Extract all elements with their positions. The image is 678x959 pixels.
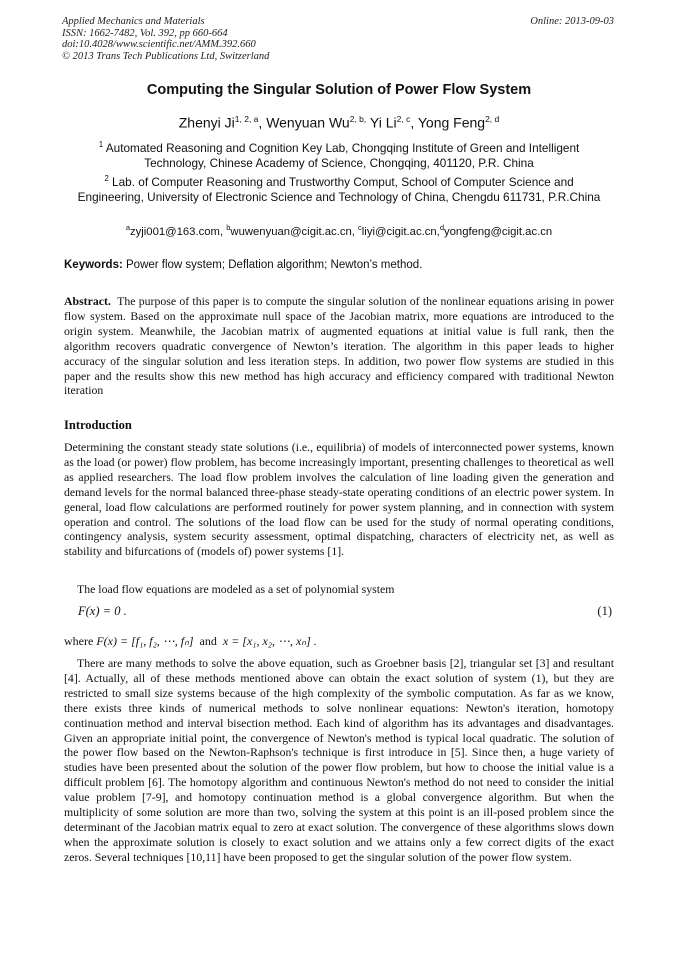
keywords: [64, 259, 422, 271]
equation-expression: F(x) = 0 .: [78, 604, 127, 618]
paragraph: The load flow equations are modeled as a set of polynomial system: [77, 582, 395, 596]
affiliation-1: $^1$ Automated Reasoning and Cognition Key Lab, Chongqing Institute of Green and Intelligent Technology, Chinese Academy of Science, Chongqing, 401120, P.R. China: [98, 140, 580, 171]
author-sup: 2, b,: [349, 114, 367, 124]
paper-title: Computing the Singular Solution of Power Flow System: [146, 82, 532, 98]
x-definition: x = [x₁, x₂, ⋯, xₙ] .: [222, 634, 317, 648]
abstract-text: The purpose of this paper is to compute the singular solution of the nonlinear equations arising in power flow system. Based on the approximate null space of the Jacobian matrix, more equations are introduced to the origin system. Meanwhile, the Jacobian matrix of augmented equations at initial value is full rank, then the algorithm recovers quadratic convergence of Newton’s iteration. The algorithm in this paper leads to higher accuracy of the singular solution and less iteration steps. In addition, two power flow systems are studied in this paper and the results show this new method has high accuracy and efficiency compared with traditional Newton iteration: [64, 294, 615, 398]
author-name: Wenyuan Wu: [266, 114, 350, 131]
affiliation-2: $^2$ Lab. of Computer Reasoning and Trustworthy Comput, School of Computer Science and Engineering, University of Electronic Science and Technology of China, Chengdu 611731, P.R.China: [77, 174, 601, 205]
author-name: Yong Feng: [417, 114, 486, 131]
where-clause: where F(x) = [f₁, f₂, ⋯, fₙ] and x = [x₁, x₂, ⋯, xₙ] .: [64, 634, 317, 648]
paragraph: There are many methods to solve the above equation, such as Groebner basis [2], triangular set [3] and resultant [4]. Actually, all of these methods mentioned above can obtain the exact solution of system (1), but they are restricted to small size systems because of the high complexity of the symbolic computation. As far as we know, there exists three kinds of numerical methods to solve nonlinear equations: Newton's iteration, homotopy continuation method and interval bisection method. Each kind of algorithm has its advantages and disadvantages. Given an appropriate initial point, the convergence of Newton's method is typical local quadratic. The solution of the power flow based on the Newton-Raphson's technique is first introduce in [5]. Since then, a huge variety of studies have been presented about the solution of the power flow problem, but how to choose the initial value is a difficult problem [6]. The homotopy algorithm and continuous Newton's method do not need to consider the initial value problem [7-9], and homotopy continuation method is a global convergence algorithm. But when the multiplicity of some solution are more than two, solving the system at this point is an ill-posed problem since the determinant of the Jacobian matrix equal to zero at exact solution. The convergence of these algorithms slows down when the approximate solution is closely to exact solution and we attains only a few correct digits of the exact zeros. Several techniques [10,11] have been proposed to get the singular solution of the power flow system.: [64, 656, 614, 864]
author-name: Zhenyi Ji: [178, 114, 235, 131]
email-link[interactable]: wuwenyuan@cigit.ac.cn: [230, 225, 352, 238]
author-sup: 2, c: [396, 114, 411, 124]
equation-1: [78, 604, 612, 619]
online-date: Online: 2013-09-03: [530, 16, 614, 27]
journal-name: Applied Mechanics and Materials: [62, 16, 205, 27]
issn-line: ISSN: 1662-7482, Vol. 392, pp 660-664: [62, 27, 228, 39]
email-link[interactable]: yongfeng@cigit.ac.cn: [443, 225, 553, 238]
author-list: Zhenyi Ji$^{1, 2, a}$, Wenyuan $Wu^{2, b,}$ Yi Li$^{2, c}$, Yong Feng$^{2, d}$: [178, 114, 500, 131]
doi-line: doi:10.4028/www.scientific.net/AMM.392.660: [62, 39, 256, 50]
email-link[interactable]: zyji001@163.com: [129, 225, 220, 238]
email-link[interactable]: liyi@cigit.ac.cn: [361, 225, 437, 238]
author-sup: 2, d: [485, 114, 500, 124]
abstract: [64, 294, 614, 398]
author-name: Yi Li: [369, 114, 397, 131]
author-sup: 1, 2, a: [234, 114, 259, 124]
section-heading: Introduction: [64, 418, 132, 432]
keywords-text: Power flow system; Deflation algorithm; Newton’s method.: [126, 259, 423, 271]
paragraph: Determining the constant steady state solutions (i.e., equilibria) of models of interconnected power systems, known as the load (or power) flow problem, has become increasingly important, presenting challenges to theoretical as well as applied researchers. The load flow problem involves the calculation of line loading given the generation and demand levels for the normal balanced three-phase steady-state operating conditions of an electric power system. In general, load flow calculations are performed routinely for power system planning, and in connection with system operation and control. The solutions of the load flow can be used for the study of normal operating conditions, contingency analysis, system security assessment, optimal dispatching, characters of electricity net, as well as stability and bifurcations of (models of) power systems [1].: [64, 440, 614, 559]
keywords-label: Keywords:: [64, 259, 123, 271]
equation-number: (1): [597, 604, 612, 618]
author-emails: $^a$zyji001@163.com, $^b$wuwenyuan@cigit.ac.cn, $^c$liyi@cigit.ac.cn,$^d$yongfeng@cigit.ac.cn: [125, 223, 553, 238]
journal-header: [62, 16, 269, 62]
abstract-label: Abstract.: [64, 294, 111, 308]
fx-definition: F(x) = [f₁, f₂, ⋯, fₙ]: [96, 634, 194, 648]
copyright-line: © 2013 Trans Tech Publications Ltd, Switzerland: [62, 50, 270, 62]
